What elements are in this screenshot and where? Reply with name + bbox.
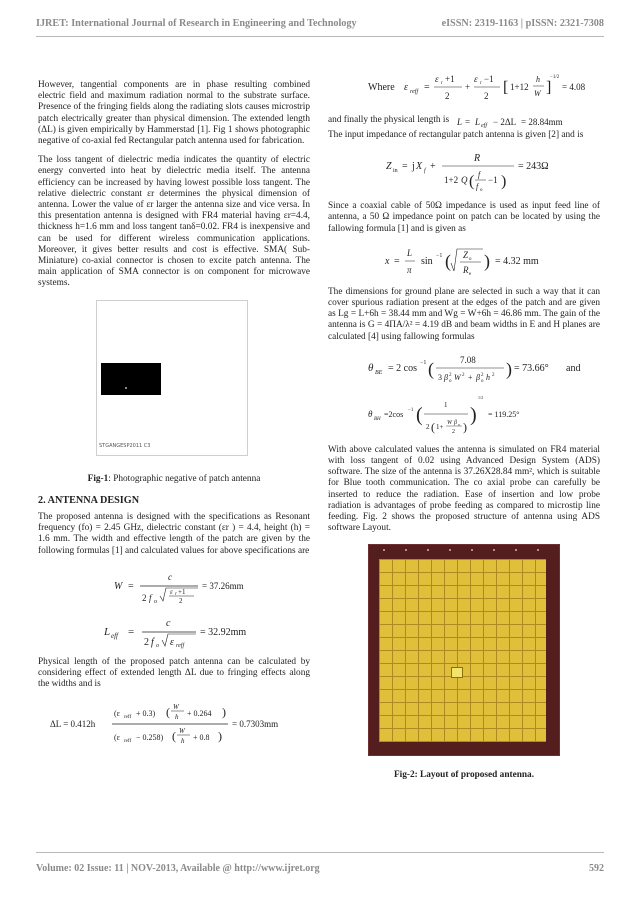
svg-text:2: 2 xyxy=(179,596,183,605)
svg-text:+: + xyxy=(468,372,473,382)
svg-text:eff: eff xyxy=(111,631,118,640)
figure-1-caption-text: : Photographic negative of patch antenna xyxy=(108,473,261,484)
svg-text:−1: −1 xyxy=(488,175,498,186)
svg-text:(: ( xyxy=(416,403,423,426)
svg-text:): ) xyxy=(501,173,507,191)
svg-text:r: r xyxy=(175,591,177,597)
figure-1-stamp: STGANGESP2011 C3 xyxy=(99,443,151,450)
svg-text:o: o xyxy=(469,256,472,262)
equation-e-plane-beamwidth xyxy=(328,351,600,385)
svg-text:(: ( xyxy=(428,358,434,379)
figure-2-caption: Fig-2: Layout of proposed antenna. xyxy=(393,770,535,781)
svg-text:=: = xyxy=(394,255,400,267)
equation-feed-location xyxy=(349,243,579,281)
svg-text:2: 2 xyxy=(449,372,452,378)
svg-text:L: L xyxy=(475,117,481,127)
svg-text:−1/2: −1/2 xyxy=(550,75,560,80)
svg-text:(: ( xyxy=(445,250,451,271)
svg-text:2: 2 xyxy=(445,91,450,101)
svg-text:−1: −1 xyxy=(484,74,494,84)
svg-text:e: e xyxy=(469,271,472,277)
equation-input-impedance-result: = 243Ω xyxy=(518,161,549,173)
journal-title: IJRET: International Journal of Research in Engineering and Technology xyxy=(36,17,357,29)
page-number: 592 xyxy=(589,862,604,874)
figure-2-layout xyxy=(368,544,560,756)
svg-text:f: f xyxy=(149,592,152,603)
svg-text:h: h xyxy=(536,75,540,84)
layout-grid-markers xyxy=(375,549,551,555)
svg-text:1+: 1+ xyxy=(436,422,444,431)
svg-text:ΔL = 0.412h: ΔL = 0.412h xyxy=(50,719,96,730)
svg-text:W: W xyxy=(454,372,461,382)
svg-text:(ε: (ε xyxy=(114,709,121,719)
svg-text:BH: BH xyxy=(374,416,381,422)
svg-text:r: r xyxy=(441,81,443,86)
svg-text:ε: ε xyxy=(170,587,173,596)
svg-text:− 2ΔL: − 2ΔL xyxy=(493,117,517,127)
svg-text:Z: Z xyxy=(463,249,469,260)
svg-text:+ 0.264: + 0.264 xyxy=(187,709,212,719)
ground-plane xyxy=(379,559,546,742)
svg-text:o: o xyxy=(449,378,452,384)
svg-text:o: o xyxy=(154,598,157,605)
svg-text:X: X xyxy=(416,161,423,173)
svg-text:BE: BE xyxy=(375,369,383,376)
paragraph-loss-tangent: The loss tangent of dielectric media indicates the quantity of electric energy converted into heat by dielectric media itself. The antenna efficiency can be increased by having lowest possible loss tangent. The relative dielectric constant εr determines the physical dimension of antenna. Lower the value of εr larger the antenna size and vice versa. In this presentation antenna is designed with FR4 material having εr=4.4, thickness h=1.6 mm and loss tangent tanδ=0.02. FR4 is inexpensive and can be used for different wireless communication applications. Moreover, it gives better results and cost is effective. SMA( Sub-Miniature) co-axial connector is chosen to excite patch antenna. The main application of SMA connector is on component for microwave systems. xyxy=(38,155,310,289)
svg-text:(: ( xyxy=(172,729,176,744)
paragraph-simulation: With above calculated values the antenna is simulated on FR4 material with loss tangent of 0.02 using Advanced Design System (ADS) software. The size of the antenna is 37.26X28.84 mm², which is suitable for Blue tooth communication. The co axial probe can carefully be inserted to reduce the radiation. Ease of insertion and low probe radiation is advantages of probe feeding as compared to microstip line feeding. Fig. 2 shows the proposed structure of antenna using ADS software Layout. xyxy=(328,444,600,534)
svg-text:+ 0.3): + 0.3) xyxy=(136,709,156,719)
svg-text:1+2: 1+2 xyxy=(444,175,459,186)
svg-text:): ) xyxy=(463,419,467,434)
svg-text:θ: θ xyxy=(368,361,374,374)
svg-text:reff: reff xyxy=(410,89,419,95)
figure-1-caption-label: Fig-1 xyxy=(87,473,109,484)
issn-label: eISSN: 2319-1163 | pISSN: 2321-7308 xyxy=(441,17,604,29)
svg-text:+1: +1 xyxy=(445,74,455,84)
svg-text:W: W xyxy=(114,580,123,592)
svg-text:h: h xyxy=(486,372,490,382)
svg-text:(: ( xyxy=(166,705,170,720)
svg-text:c: c xyxy=(168,571,172,582)
equation-effective-length xyxy=(74,615,274,651)
svg-text:β: β xyxy=(476,372,480,382)
where-label: Where xyxy=(368,82,395,93)
svg-text:f: f xyxy=(476,182,479,192)
svg-text:=: = xyxy=(424,82,430,93)
svg-text:o: o xyxy=(156,642,159,649)
svg-text:R: R xyxy=(463,264,469,275)
svg-text:π: π xyxy=(407,264,412,275)
svg-text:+: + xyxy=(430,161,436,173)
svg-text:β: β xyxy=(454,419,457,426)
header-rule xyxy=(36,36,604,37)
svg-text:Q: Q xyxy=(461,175,468,186)
figure-1-caption xyxy=(38,474,310,485)
volume-label: Volume: 02 Issue: 11 | NOV-2013, Available @ http://www.ijret.org xyxy=(36,862,320,874)
svg-text:o: o xyxy=(480,188,483,194)
svg-text:=: = xyxy=(128,625,135,638)
section-title: 2. ANTENNA DESIGN xyxy=(38,494,140,506)
svg-text:o: o xyxy=(458,421,460,427)
svg-text:h: h xyxy=(181,737,185,746)
svg-text:L: L xyxy=(104,625,111,638)
page-header xyxy=(36,12,604,34)
page-footer xyxy=(36,860,604,876)
paragraph-feed-point: Since a coaxial cable of 50Ω impedance is used as input feed line of antenna, a 50 Ω impedance point on patch can be located by using the fallowing formula [1] and is given as xyxy=(328,201,600,234)
svg-text:1+12: 1+12 xyxy=(510,82,529,92)
paragraph-fringing: However, tangential components are in phase resulting combined electric field and maximum radiation normal to the substrate surface. Presence of the fringing fields along the radiating slots causes microstrip patch electrically greater than physical dimension. The extended length (ΔL) is given empirically by Hammerstad [1]. Fig 1 shows photographic negative of co-axial fed Rectangular patch antenna used for fabrication. xyxy=(38,80,310,147)
svg-text:3: 3 xyxy=(438,372,442,382)
svg-text:ε: ε xyxy=(435,74,439,84)
equation-feed-location-result: = 4.32 mm xyxy=(495,255,539,267)
svg-text:ε: ε xyxy=(474,74,478,84)
svg-text:+: + xyxy=(465,82,471,92)
svg-text:L: L xyxy=(457,117,463,127)
svg-text:= 2 cos: = 2 cos xyxy=(388,362,417,374)
svg-text:in: in xyxy=(393,168,398,175)
svg-text:o: o xyxy=(481,378,484,384)
equation-e-plane-beamwidth-result: = 73.66° xyxy=(514,362,549,374)
svg-text:−1: −1 xyxy=(408,407,414,413)
equation-epsilon-eff xyxy=(328,68,600,108)
svg-text:f: f xyxy=(151,636,154,648)
svg-text:W: W xyxy=(179,727,185,736)
footer-rule xyxy=(36,852,604,853)
svg-text:1/2: 1/2 xyxy=(478,394,484,400)
svg-text:=: = xyxy=(465,117,471,127)
equation-epsilon-eff-result: = 4.08 xyxy=(562,82,586,92)
svg-text:2: 2 xyxy=(492,372,495,378)
svg-text:2: 2 xyxy=(452,428,455,435)
svg-text:−1: −1 xyxy=(420,359,427,366)
svg-text:h: h xyxy=(175,713,179,722)
svg-text:r: r xyxy=(480,81,482,86)
equation-h-plane-beamwidth-result: = 119.25° xyxy=(488,409,520,419)
svg-text:]: ] xyxy=(546,79,552,96)
figure-1-photo xyxy=(96,300,248,456)
paragraph-physical-length: Physical length of the proposed patch antenna can be calculated by considering effect of extended length ΔL due to fringing effects along the widths and is xyxy=(38,656,310,690)
equation-input-impedance xyxy=(354,149,574,195)
equation-width xyxy=(74,565,274,609)
svg-text:2: 2 xyxy=(481,372,484,378)
paragraph-input-impedance: The input impedance of rectangular patch antenna is given [2] and is xyxy=(328,130,584,140)
svg-text:sin: sin xyxy=(421,255,433,267)
right-column xyxy=(328,62,600,782)
svg-text:x: x xyxy=(385,255,390,267)
svg-text:): ) xyxy=(218,729,222,744)
and-label: and xyxy=(566,362,581,374)
svg-text:R: R xyxy=(474,153,481,165)
svg-text:W: W xyxy=(447,419,452,426)
svg-text:−1: −1 xyxy=(436,252,443,259)
svg-text:(: ( xyxy=(431,419,435,434)
svg-text:+ 0.8: + 0.8 xyxy=(193,733,210,743)
svg-text:θ: θ xyxy=(368,408,373,419)
svg-text:): ) xyxy=(470,403,477,426)
svg-text:1: 1 xyxy=(444,400,448,409)
equation-physical-length-result: = 28.84mm xyxy=(521,117,563,127)
svg-text:): ) xyxy=(222,705,226,720)
svg-text:reff: reff xyxy=(124,715,132,721)
svg-text:2: 2 xyxy=(426,422,430,431)
svg-text:[: [ xyxy=(503,79,509,96)
svg-text:ε: ε xyxy=(404,82,408,93)
svg-text:β: β xyxy=(444,372,448,382)
svg-text:j: j xyxy=(412,161,415,173)
paragraph-ground-plane: The dimensions for ground plane are selected in such a way that it can cover spurious radiation present at the edges of the patch and are given as Lg = L+6h = 38.44 mm and Wg = W+6h = 46.86 mm. The gain of the antenna is G = 4ΠA/λ² = 4.19 dB and beam widths in E and H planes are calculated [4] using fallowing formulas xyxy=(328,286,600,342)
svg-text:): ) xyxy=(484,250,490,271)
svg-text:2: 2 xyxy=(142,592,147,603)
equation-delta-l-result: = 0.7303mm xyxy=(232,719,279,730)
svg-text:2: 2 xyxy=(484,91,489,101)
svg-text:2: 2 xyxy=(462,372,465,378)
svg-text:Z: Z xyxy=(386,161,392,173)
svg-text:W: W xyxy=(534,89,541,98)
svg-text:f: f xyxy=(424,168,426,175)
svg-text:ε: ε xyxy=(170,636,174,648)
svg-text:=: = xyxy=(402,161,408,173)
svg-text:c: c xyxy=(166,617,171,629)
svg-text:eff: eff xyxy=(481,123,488,128)
svg-text:=2cos: =2cos xyxy=(384,409,404,419)
svg-text:W: W xyxy=(173,703,179,712)
svg-text:(ε: (ε xyxy=(114,733,121,743)
patch-negative xyxy=(101,363,161,395)
svg-text:): ) xyxy=(506,358,512,379)
equation-width-result: = 37.26mm xyxy=(202,580,244,591)
svg-text:reff: reff xyxy=(176,642,185,649)
feed-point xyxy=(451,667,463,678)
feed-point-mark xyxy=(125,387,127,389)
svg-text:=: = xyxy=(128,580,134,592)
svg-text:− 0.258): − 0.258) xyxy=(136,733,164,743)
equation-physical-length xyxy=(449,114,579,128)
svg-text:f: f xyxy=(478,170,481,180)
svg-text:reff: reff xyxy=(124,739,132,745)
left-column xyxy=(38,80,310,756)
paragraph-final-length: and finally the physical length is xyxy=(328,115,450,126)
svg-text:7.08: 7.08 xyxy=(460,354,476,365)
svg-text:(: ( xyxy=(469,173,475,191)
svg-text:+1: +1 xyxy=(178,587,186,596)
equation-delta-l xyxy=(44,698,304,750)
equation-h-plane-beamwidth xyxy=(328,391,600,439)
svg-text:2: 2 xyxy=(144,636,149,648)
equation-effective-length-result: = 32.92mm xyxy=(200,626,247,638)
svg-text:L: L xyxy=(407,247,413,258)
length-line xyxy=(328,114,600,128)
paragraph-design-specs: The proposed antenna is designed with the specifications as Resonant frequency (fo) = 2.45 GHz, dielectric constant (εr ) = 4.4, height (h) = 1.6 mm. The width and effective length of the patch are given by the following formulas [1] and calculated values for above specifications are xyxy=(38,512,310,556)
